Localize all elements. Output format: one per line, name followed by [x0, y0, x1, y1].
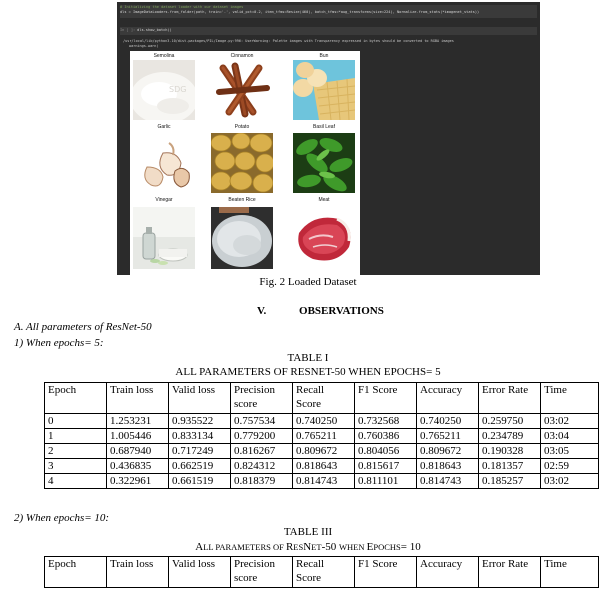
column-header: Recall Score	[293, 557, 355, 588]
table-cell: 1.253231	[107, 414, 169, 429]
svg-text:SDG: SDG	[169, 85, 187, 94]
column-header: F1 Score	[355, 383, 417, 414]
table-cell: 0.185257	[479, 474, 541, 489]
code-comment: # Initializing the dataset loader with our dataset images	[120, 5, 244, 9]
gallery-label: Vinegar	[155, 197, 173, 203]
table-cell: 0.818643	[417, 459, 479, 474]
gallery-label: Cinnamon	[230, 53, 254, 59]
table-cell: 0.662519	[169, 459, 231, 474]
table-cell: 0.814743	[293, 474, 355, 489]
table-cell: 1.005446	[107, 429, 169, 444]
gallery-label: Bun	[319, 53, 329, 59]
table-cell: 0.760386	[355, 429, 417, 444]
column-header: Error Rate	[479, 383, 541, 414]
table-cell: 0.322961	[107, 474, 169, 489]
basil-leaf-image	[293, 133, 355, 193]
table-cell: 0.661519	[169, 474, 231, 489]
beaten-rice-image	[211, 207, 273, 269]
potato-image	[211, 133, 273, 193]
gallery-label: Basil Leaf	[313, 124, 335, 130]
table-cell: 0.833134	[169, 429, 231, 444]
gallery-label: Meat	[318, 197, 330, 203]
gallery-label: Beaten Rice	[228, 197, 256, 203]
table-cell: 03:02	[541, 474, 599, 489]
table-cell: 0.765211	[293, 429, 355, 444]
warning-text-2: warnings.warn(	[129, 44, 159, 48]
table-cell: 0.814743	[417, 474, 479, 489]
table-cell: 0.804056	[355, 444, 417, 459]
column-header: Epoch	[45, 557, 107, 588]
table-number: TABLE III	[283, 526, 333, 538]
table-cell: 0.740250	[417, 414, 479, 429]
table-cell: 0.818643	[293, 459, 355, 474]
figure-caption: Fig. 2 Loaded Dataset	[259, 276, 357, 288]
notebook-screenshot	[117, 2, 540, 275]
table-cell: 0.779200	[231, 429, 293, 444]
vinegar-image	[133, 207, 195, 269]
subsubsection-heading: 1) When epochs= 5:	[14, 337, 104, 349]
column-header: Accuracy	[417, 557, 479, 588]
column-header: Recall Score	[293, 383, 355, 414]
table-cell: 2	[45, 444, 107, 459]
table-header-row	[45, 383, 599, 414]
column-header: Precision score	[231, 557, 293, 588]
table-cell: 03:02	[541, 414, 599, 429]
table-cell: 0.818379	[231, 474, 293, 489]
results-table-epochs-5	[44, 382, 599, 489]
results-table-epochs-10	[44, 556, 599, 588]
table-cell: 0.816267	[231, 444, 293, 459]
table-cell: 0.765211	[417, 429, 479, 444]
table-cell: 0.935522	[169, 414, 231, 429]
column-header: Accuracy	[417, 383, 479, 414]
table-cell: 3	[45, 459, 107, 474]
section-heading	[257, 305, 384, 317]
meat-image	[293, 207, 355, 269]
section-number: V.	[257, 305, 267, 317]
table-cell: 0.740250	[293, 414, 355, 429]
table-cell: 0.757534	[231, 414, 293, 429]
column-header: Epoch	[45, 383, 107, 414]
column-header: Precision score	[231, 383, 293, 414]
table-row	[45, 459, 599, 474]
warning-text: /usr/local/lib/python3.10/dist-packages/PIL/Image.py:996: UserWarning: Palette images with Transparency expressed in bytes should be converted to RGBA images	[123, 39, 454, 43]
image-batch-grid	[130, 51, 360, 275]
table-cell: 03:05	[541, 444, 599, 459]
cinnamon-image	[211, 60, 273, 120]
gallery-label: Potato	[234, 124, 250, 130]
table-cell: 0.732568	[355, 414, 417, 429]
code-line: dls.show_batch()	[137, 28, 172, 32]
table-cell: 0.815617	[355, 459, 417, 474]
table-title: ALL PARAMETERS OF RESNET-50 WHEN EPOCHS= 10	[195, 541, 421, 553]
subsubsection-heading: 2) When epochs= 10:	[14, 512, 110, 524]
column-header: Time	[541, 383, 599, 414]
table-cell: 0.717249	[169, 444, 231, 459]
table-cell: 0.234789	[479, 429, 541, 444]
gallery-label: Semolina	[153, 53, 175, 59]
garlic-image	[133, 133, 195, 193]
table-cell: 0.687940	[107, 444, 169, 459]
column-header: Error Rate	[479, 557, 541, 588]
gallery-label: Garlic	[157, 124, 171, 130]
table-cell: 0.259750	[479, 414, 541, 429]
code-line: dls = ImageDataLoaders.from_folder(path, train='.', valid_pct=0.2, item_tfms=Resize(460), batch_tfms=*aug_transforms(size=224), Normalize.from_stats(*imagenet_stats))	[120, 10, 480, 14]
table-cell: 0.824312	[231, 459, 293, 474]
table-cell: 0.181357	[479, 459, 541, 474]
table-title: ALL PARAMETERS OF RESNET-50 WHEN EPOCHS= 5	[175, 366, 441, 378]
bun-image	[293, 60, 355, 120]
column-header: Train loss	[107, 383, 169, 414]
table-row	[45, 444, 599, 459]
section-title: OBSERVATIONS	[299, 305, 384, 317]
table-row	[45, 474, 599, 489]
table-cell: 1	[45, 429, 107, 444]
table-cell: 0.809672	[293, 444, 355, 459]
table-number: TABLE I	[287, 352, 329, 364]
table-cell: 0.809672	[417, 444, 479, 459]
table-cell: 0.811101	[355, 474, 417, 489]
table-cell: 0.190328	[479, 444, 541, 459]
column-header: F1 Score	[355, 557, 417, 588]
subsection-heading: A. All parameters of ResNet-50	[14, 321, 152, 333]
column-header: Valid loss	[169, 557, 231, 588]
table-cell: 4	[45, 474, 107, 489]
column-header: Train loss	[107, 557, 169, 588]
column-header: Valid loss	[169, 383, 231, 414]
cell-prompt: In [ ]:	[120, 28, 136, 32]
semolina-image	[133, 60, 195, 120]
table-cell: 03:04	[541, 429, 599, 444]
table-cell: 0.436835	[107, 459, 169, 474]
table-row	[45, 429, 599, 444]
column-header: Time	[541, 557, 599, 588]
warning-output	[123, 39, 537, 49]
table-header-row	[45, 557, 599, 588]
table-cell: 0	[45, 414, 107, 429]
table-row	[45, 414, 599, 429]
table-cell: 02:59	[541, 459, 599, 474]
